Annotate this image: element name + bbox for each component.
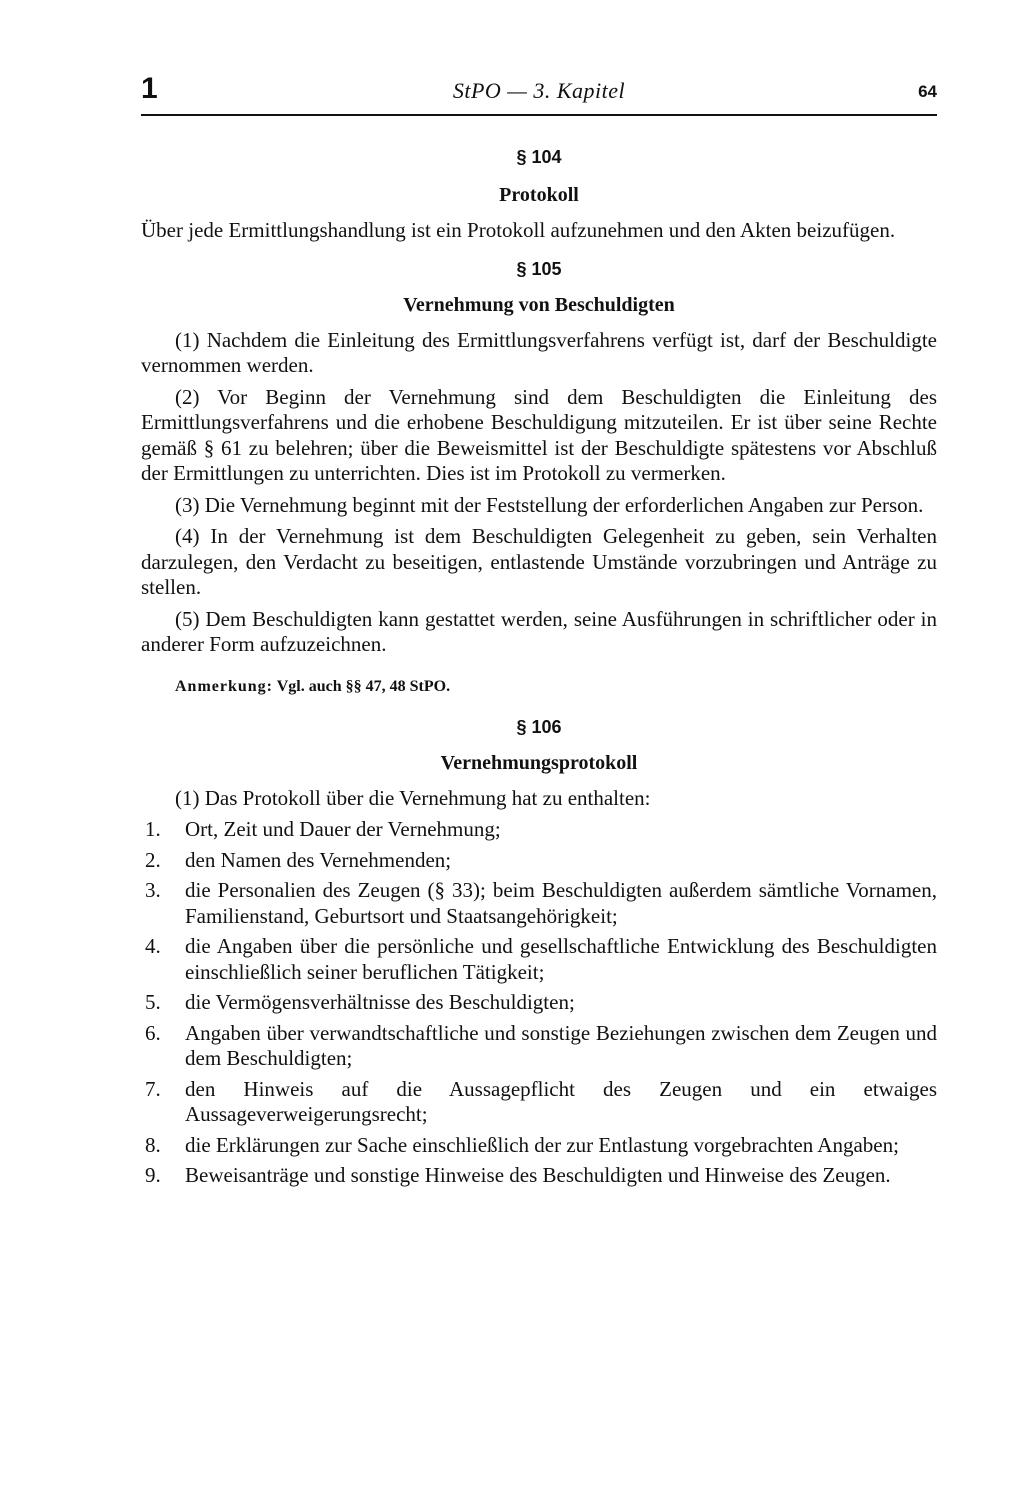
list-item-text: Ort, Zeit und Dauer der Vernehmung; — [185, 817, 501, 841]
list-item — [141, 878, 937, 929]
list-item — [141, 817, 937, 843]
list-item-number: 7. — [145, 1076, 161, 1101]
document-page — [141, 72, 937, 1472]
section-paragraph: (2) Vor Beginn der Vernehmung sind dem Beschuldigten die Einleitung des Ermittlungsverfahrens und die erhobene Beschuldigung mitzuteilen. Er ist über seine Rechte gemäß § 61 zu belehren; über die Beweismittel ist der Beschuldigte spätestens vor Abschluß der Ermittlungen zu unterrichten. Dies ist im Protokoll zu vermerken. — [141, 384, 937, 485]
section-paragraph: (5) Dem Beschuldigten kann gestattet werden, seine Ausführungen in schriftlicher oder in anderer Form aufzuzeichnen. — [141, 606, 937, 656]
section-106 — [141, 714, 937, 1189]
list-item-text: die Vermögensverhältnisse des Beschuldigten; — [185, 990, 575, 1014]
list-item — [141, 1077, 937, 1128]
list-item — [141, 990, 937, 1016]
list-item-number: 8. — [145, 1132, 161, 1157]
list-item-number: 4. — [145, 934, 161, 958]
list-item — [141, 1133, 937, 1159]
section-104 — [141, 144, 937, 244]
list-item-number: 9. — [145, 1163, 161, 1187]
section-title: Vernehmung von Beschuldigten — [403, 293, 675, 316]
list-item-text: den Namen des Vernehmenden; — [185, 847, 452, 872]
section-paragraph: (1) Nachdem die Einleitung des Ermittlungsverfahrens verfügt ist, darf der Beschuldigte vernommen werden. — [141, 327, 937, 377]
header-page-number: 64 — [918, 82, 937, 101]
list-item-number: 2. — [145, 847, 161, 872]
list-item-number: 6. — [145, 1020, 161, 1045]
list-item-text: Beweisanträge und sonstige Hinweise des Beschuldigten und Hinweise des Zeugen. — [185, 1163, 891, 1187]
annotation-text: Vgl. auch §§ 47, 48 StPO. — [276, 677, 451, 695]
list-item-text: den Hinweis auf die Aussagepflicht des Zeugen und ein etwaiges Aussageverweigerungsrecht; — [185, 1076, 937, 1126]
list-item — [141, 934, 937, 985]
section-paragraph: (4) In der Vernehmung ist dem Beschuldigten Gelegenheit zu geben, sein Verhalten darzulegen, den Verdacht zu beseitigen, entlastende Umstände vorzubringen und Anträge zu stellen. — [141, 524, 937, 599]
enumerated-list — [141, 817, 937, 1189]
section-number: § 105 — [516, 258, 562, 279]
list-item — [141, 1021, 937, 1072]
section-number: § 106 — [516, 716, 562, 737]
list-item-text: die Erklärungen zur Sache einschließlich der zur Entlastung vorgebrachten Angaben; — [185, 1132, 899, 1157]
list-item-number: 5. — [145, 990, 161, 1014]
header-volume-number: 1 — [141, 72, 158, 105]
list-item — [141, 848, 937, 874]
section-number: § 104 — [516, 147, 562, 167]
section-paragraph: (3) Die Vernehmung beginnt mit der Feststellung der erforderlichen Angaben zur Person. — [175, 492, 924, 517]
section-title: Protokoll — [499, 184, 579, 206]
header-chapter-title: StPO — 3. Kapitel — [452, 78, 626, 103]
annotation-note — [141, 676, 937, 698]
list-item-text: Angaben über verwandtschaftliche und sonstige Beziehungen zwischen dem Zeugen und dem Beschuldigten; — [185, 1020, 937, 1070]
list-item — [141, 1163, 937, 1189]
section-title: Vernehmungsprotokoll — [440, 751, 638, 774]
page-header — [141, 72, 937, 116]
list-item-text: die Personalien des Zeugen (§ 33); beim Beschuldigten außerdem sämtliche Vornamen, Familienstand, Geburtsort und Staatsangehörigkeit; — [185, 878, 937, 928]
list-item-number: 1. — [145, 817, 161, 841]
section-105 — [141, 256, 937, 698]
list-item-number: 3. — [145, 878, 161, 902]
annotation-label: Anmerkung: — [175, 677, 274, 695]
list-item-text: die Angaben über die persönliche und gesellschaftliche Entwicklung des Beschuldigten einschließlich seiner beruflichen Tätigkeit; — [185, 934, 937, 984]
section-paragraph: Über jede Ermittlungshandlung ist ein Protokoll aufzunehmen und den Akten beizufügen. — [141, 218, 896, 242]
section-intro: (1) Das Protokoll über die Vernehmung hat zu enthalten: — [175, 785, 651, 810]
